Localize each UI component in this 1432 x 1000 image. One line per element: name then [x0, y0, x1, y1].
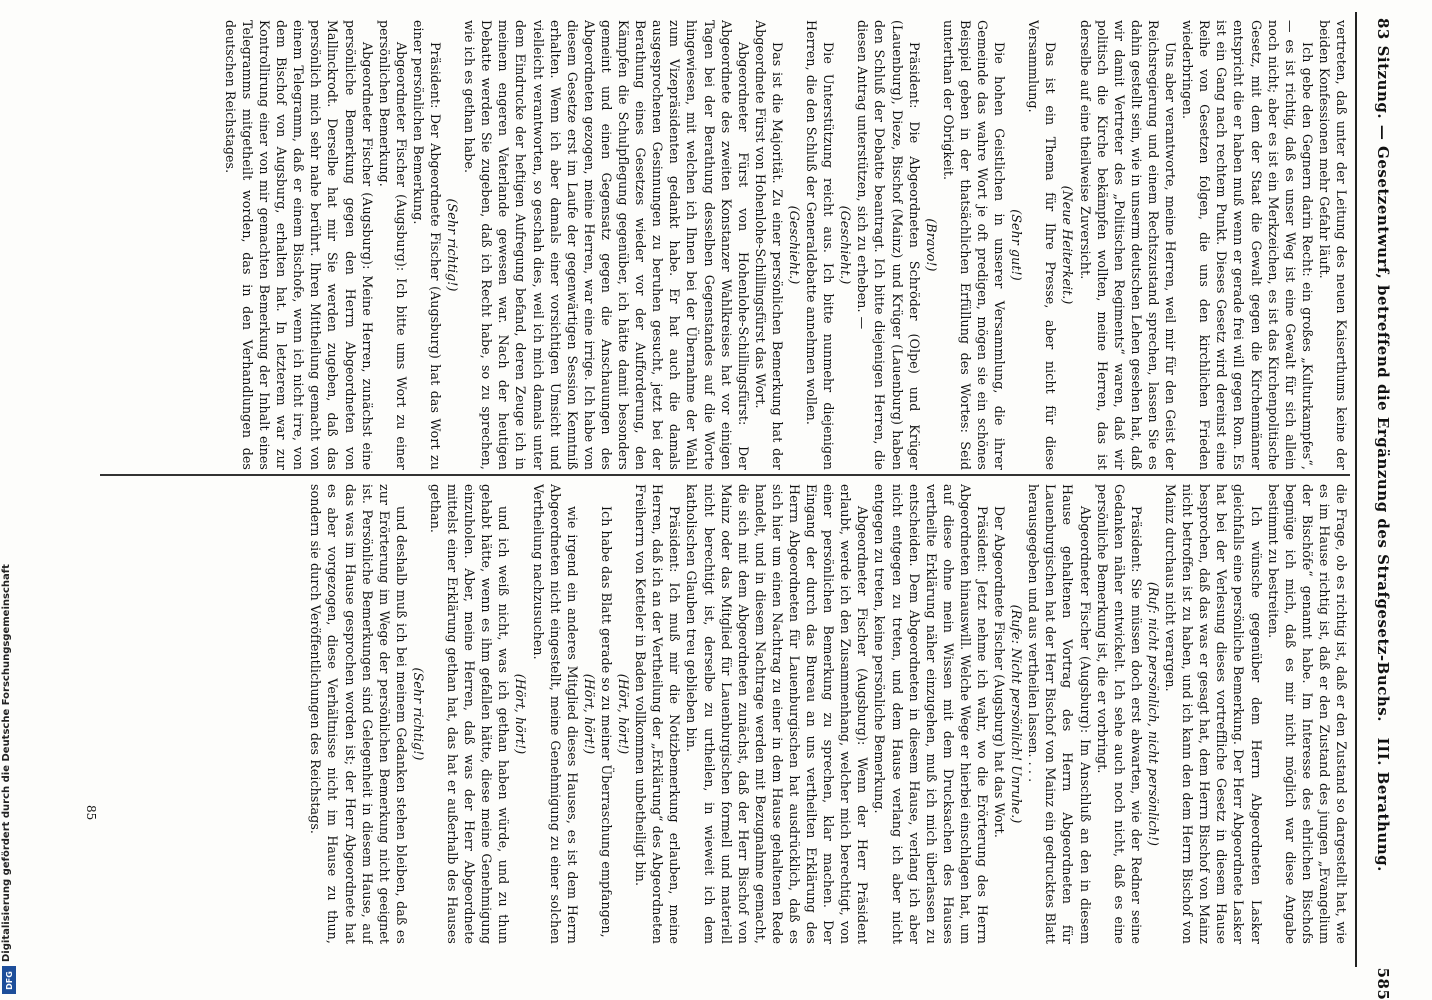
- paragraph: Das ist die Majorität. Zu einer persönlichen Bemerkung hat der Abgeordnete Fürst von Hohenlohe-Schillingsfürst das Wort.: [752, 20, 785, 470]
- interjection: (Rufe: Nicht persönlich! Unruhe.): [1009, 604, 1025, 824]
- running-header: [1374, 18, 1392, 1000]
- interjection: (Neue Heiterkeit.): [1060, 185, 1076, 305]
- period-label: III. Berathung.: [1374, 737, 1392, 872]
- paragraph: Präsident: Der Abgeordnete Fischer (Augsburg) hat das Wort zu einer persönlichen Bemerkung.: [410, 20, 444, 470]
- paragraph: Ich habe das Blatt gerade so zu meiner Überraschung empfangen,: [598, 506, 614, 938]
- interjection: (Sehr gut!): [1009, 209, 1025, 281]
- interjection: (Bravo!): [923, 218, 939, 272]
- interjection: (Ruf: nicht persönlich, nicht persönlich!): [1145, 581, 1161, 847]
- paragraph: und deshalb muß ich bei meinem Gedanken stehen bleiben, daß es zur Erörterung im Wege der persönlichen Bemerkung nicht geeignet ist. Persönliche Bemerkungen sind Gelegenheit in diesem Hause, auf das was im Hause gesprochen worden ist; der Herr Abgeordnete hat es aber vorgezogen, diese Verhältnisse nicht im Hause zu thun, sondern sie durch Veröffentlichungen des Reichstags.: [308, 484, 409, 944]
- paragraph: Uns aber verantworte, meine Herren, weil mir für den Geist der Reichsregierung und einem Rechtszustand sprechen, lassen Sie es dahin gestellt sein, wie in unserm deutschen Lehen gesehen hat, daß wir damit Vertreter des „Politischen Regiments“ waren, daß wir politisch die Kirche bekämpfen wollten, meine Herren, das ist derselbe auf eine theilweise Zuversicht.: [1077, 20, 1179, 470]
- paragraph: Die Unterstützung reicht aus. Ich bitte nunmehr diejenigen Herren, die den Schluß der Generaldebatte annehmen wollen.: [804, 20, 837, 470]
- logo-text: DFG: [4, 970, 14, 990]
- paragraph: Abgeordneter Fischer (Augsburg): Meine Herren, zunächst eine persönliche Bemerkung gegen den Herrn Abgeordneten von Mallinckrodt. Derselbe hat mir Sie werden zugeben, daß das persönlich mich sehr nahe berührt. Ihren Mittheilung gemacht von einem Telegramm, daß er einem Bischofe, wenn ich nicht irre, von dem Bischof von Augsburg, erhalten hat. In letzterem war zur Kontrollirung einer von mir gemachten Bemerkung der Inhalt eines Telegramms mitgetheilt worden, das in den Verhandlungen des deutschen Reichstages.: [222, 20, 375, 470]
- paragraph: Ich gebe den Gegnern darin Recht: ein großes „Kulturkampfes“, — es ist richtig, daß es unser Weg ist eine Gewalt für sich allein noch nicht; aber es ist ein Merkzeichen, es ist das Kirchenpolitische Gesetz, mit dem der Staat die Gewalt gegen die Kirchenmänner entspricht die er haben muß wenn er gerade frei will gegen Rom. Es ist ein Gang nach rechtem Punkt. Dieses Gesetz wird dereinst eine Reihe von Gesetzen folgen, die uns den kirchlichen Frieden wiederbringen.: [1180, 20, 1315, 470]
- header-rule: [1355, 12, 1357, 967]
- column-lower: [100, 484, 1350, 944]
- paragraph: Die hohen Geistlichen in unserer Versammlung, die ihrer Gemeinde das wahre Wort je oft predigen, mögen sie ein schönes Beispiel geben in der thatsächlichen Erfüllung des Wortes: Seid unterthan der Obrigkeit.: [940, 20, 1008, 470]
- paragraph: Abgeordneter Fischer (Augsburg): Im Anschluß an den in diesem Hause gehaltenen Vortrag des Herrn Abgeordneten für Lauenburgischen hat der Herr Bischof von Mainz ein gedrucktes Blatt herausgegeben und aus vertheilen lassen. . . .: [1026, 484, 1093, 944]
- folio: 85: [84, 805, 98, 821]
- paragraph: wie irgend ein anderes Mitglied dieses Hauses, es ist dem Herrn Abgeordneten nicht eingestellt, meine Genehmigung zu einer solchen Vertheilung nachzusuchen.: [530, 484, 580, 944]
- digitization-credit: Digitalisierung gefördert durch die Deutsche Forschungsgemeinschaft: [1, 564, 12, 962]
- paragraph: Präsident: Sie müssen doch erst abwarten, wie der Redner seine Gedanken näher entwickelt. Ich sehe auch noch nicht, daß es eine persönliche Bemerkung ist, die er vorbringt.: [1094, 484, 1144, 944]
- interjection: (Sehr richtig!): [445, 198, 461, 292]
- running-title: 83 Sitzung. — Gesetzentwurf, betreffend die Ergänzung des Strafgesetz-Buchs.: [1374, 18, 1392, 722]
- dfg-logo: [2, 966, 16, 994]
- paragraph: Abgeordneter Fischer (Augsburg): Wenn der Herr Präsident erlaubt, werde ich den Zusammenhang, welcher mich berechtigt, von einer persönlichen Bemerkung zu sprechen, klar machen. Der Eingang der durch das Bureau an uns vertheilten Erklärung des Herrn Abgeordneten für Lauenburgischen hat ausdrücklich, daß es sich hier um einen Nachtrag zu einer in dem Hause gehaltenen Rede handelt, und in diesem Nachtrage werden mit Bezugnahme gemacht, die sich mit dem Abgeordneten zunächst, daß der Herr Bischof von Mainz oder das Mitglied für Lauenburgischen formell und materiell nicht berechtigt ist, derselbe zu urtheilen, in wieweit ich dem katholischen Glauben treu geblieben bin.: [684, 484, 871, 944]
- column-upper: [100, 20, 1350, 470]
- paragraph: Präsident: Die Abgeordneten Schröder (Olpe) und Krüger (Lauenburg), Dieze, Bischof (Mainz) und Krüger (Lauenburg) haben den Schluß der Debatte beantragt. Ich bitte diejenigen Herren, die diesen Antrag unterstützen, sich zu erheben. —: [855, 20, 922, 470]
- interjection: (Hört, hört!): [616, 673, 632, 755]
- paragraph: und ich weiß nicht, was ich gethan haben würde, und zu thun gehabt hätte, wenn es ihm gefallen hätte, diese meine Genehmigung einzuholen. Aber, meine Herren, daß was der Herr Abgeordnete mittelst einer Erklärung gethan hat, das hat er außerhalb des Hauses gethan.: [428, 484, 512, 944]
- paragraph: Präsident: Ich muß mir die Notizbemerkung erlauben, meine Herren, daß ich an der Vertheilung der „Erklärung“ des Abgeordneten Freiherrn von Ketteler in Baden vollkommen unbetheiligt bin.: [633, 484, 683, 944]
- page-number: 585: [1374, 967, 1392, 1000]
- paragraph: Präsident: Jetzt nehme ich wahr, wo die Erörterung des Herrn Abgeordneten hinauswill. Welche Wege er hierbei einschlagen hat, um auf diese ohne mein Wissen mit dem Drucksachen des Hauses vertheilte Erklärung näher einzugehen, muß ich mich überlassen zu entscheiden. Dem Abgeordneten in diesem Hause, verlang ich aber nicht entgegen zu treten, und dem Hause verlang ich aber nicht entgegen zu treten, keine persönliche Bemerkung.: [872, 484, 991, 944]
- paragraph: Abgeordneter Fischer (Augsburg): Ich bitte ums Wort zu einer persönlichen Bemerkung.: [376, 20, 409, 470]
- interjection: (Hört, hört!): [581, 673, 597, 755]
- paragraph: Der Abgeordnete Fischer (Augsburg) hat das Wort.: [992, 506, 1008, 838]
- interjection: (Geschieht.): [838, 205, 854, 285]
- paragraph: Das ist ein Thema für Ihre Presse, aber nicht für diese Versammlung.: [1026, 20, 1059, 470]
- interjection: (Geschieht.): [787, 205, 802, 285]
- interjection: (Sehr richtig!): [410, 667, 426, 761]
- paragraph: Ich wünsche gegenüber dem Herrn Abgeordneten Lasker gleichfalls eine persönliche Bemerkung. Der Herr Abgeordnete Lasker hat bei der Verlesung dieses vortreffliche Gesetz in diesem Hause besprochen, daß das was er gesagt hat, dem Herrn Bischof von Mainz nicht betroffen ist zu haben, und ich kann den dem Herrn Bischof von Mainz durchaus nicht verargen.: [1163, 484, 1264, 944]
- column-divider: [100, 474, 1350, 476]
- interjection: (Hört, hört!): [513, 673, 529, 755]
- paragraph: die Frage, ob es richtig ist, daß er den Zustand so dargestellt hat, wie es im Hause richtig ist, daß er den Zustand des jungen „Evangelium der Bischöfe“ genannt habe. Im Interesse des ehrlichen Bischofs begnüge ich mich, daß es mir nicht möglich war diese Angabe bestimmt zu bestreiten.: [1265, 484, 1349, 944]
- paragraph: vertreten, daß unter der Leitung des neuen Kaiserthums keine der beiden Konfessionen mehr Gefahr läuft.: [1316, 20, 1349, 470]
- paragraph: Abgeordneter Fürst von Hohenlohe-Schillingsfürst: Der Abgeordnete des zweiten Konstanzer Wahlkreises hat vor einigen Tagen bei der Berathung desselben Gegenstandes auf die Worte hingewiesen, mit welchen ich Ihnen bei der Übernahme der Wahl zum Vizepräsidenten gedankt habe. Er hat auch die damals ausgesprochenen Gesinnungen zu beruhen gesucht, jetzt bei der Berathung eines Gesetzes wieder vor der Aufforderung, den Kämpfen die Schulpflegung gegenüber, ich hätte damit besonders gemeint und einen Gegensatz gegen die Anschauungen des Abgeordneten gezogen, meine Herren, war eine irrige. Ich habe von diesem Gesetze erst im Laufe der gegenwärtigen Session Kenntniß erhalten. Wenn ich aber damals einer vorsichtigen Umsicht und vielleicht verantworten, so geschah dies, weil ich mich damals unter dem Eindrucke der heftigen Aufregung befand, deren Zeuge ich in meinem engeren Vaterlande gewesen war. Nach der heutigen Debatte werden Sie zugeben, daß ich Recht habe, so zu sprechen, wie ich es gethan habe.: [462, 20, 751, 470]
